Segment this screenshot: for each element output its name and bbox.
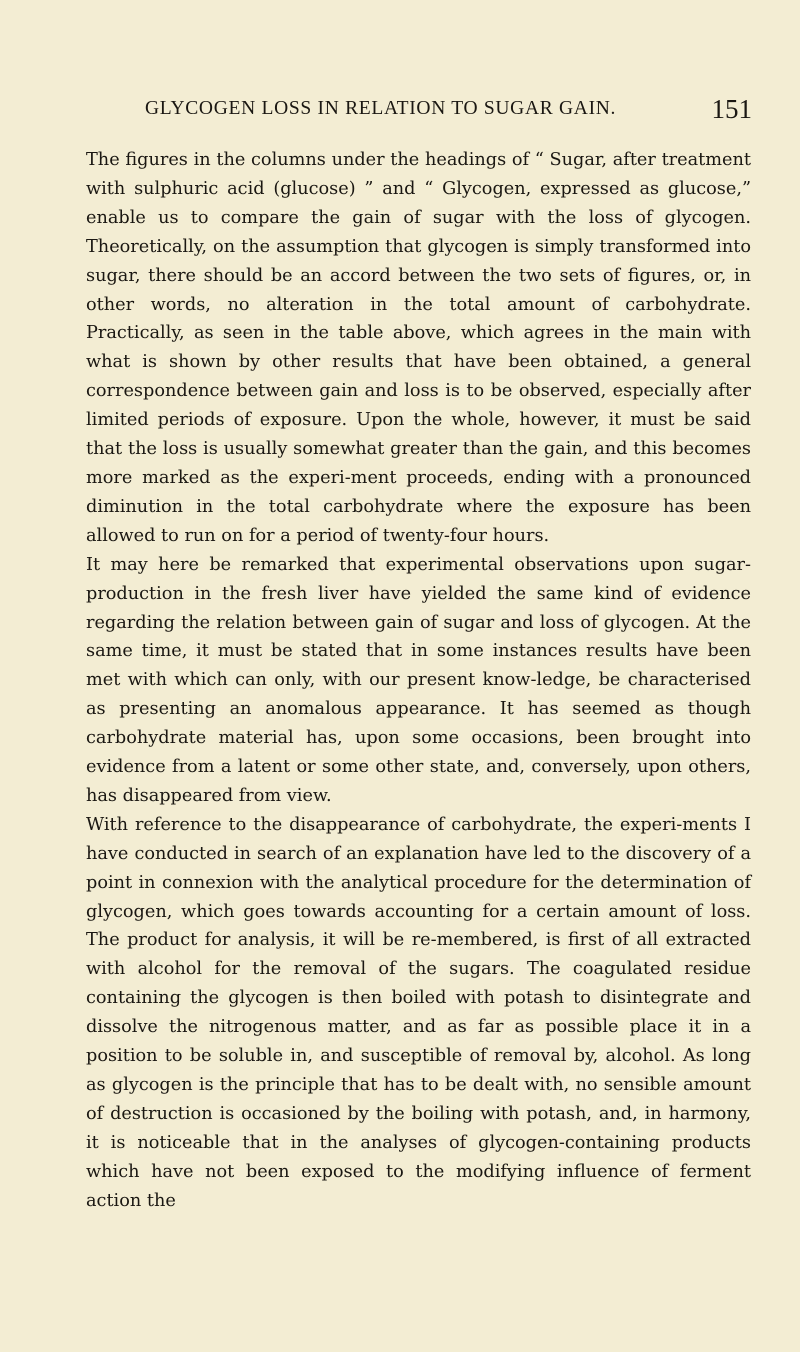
paragraph-sugar-glycogen-comparison: The figures in the columns under the headings of “ Sugar, after treatment with sulphuric acid (glucose) ” and “ Glycogen, expressed as glucose,” enable us to compare the gain of sugar with the loss of glycogen. Theoretically, on the assumption that glycogen is simply transformed into sugar, there should be an accord between the two sets of figures, or, in other words, no alteration in the total amount of carbohydrate. Practically, as seen in the table above, which agrees in the main with what is shown by other results that have been obtained, a general correspondence between gain and loss is to be observed, especially after limited periods of exposure. Upon the whole, however, it must be said that the loss is usually somewhat greater than the gain, and this becomes more marked as the experi-ment proceeds, ending with a pronounced diminution in the total carbohydrate where the exposure has been allowed to run on for a period of twenty-four hours. [86, 150, 751, 546]
page-number: 151 [711, 94, 752, 124]
running-head [80, 94, 752, 134]
paragraph-disappearance-carbohydrate: With reference to the disappearance of carbohydrate, the experi-ments I have conducted in search of an explanation have led to the discovery of a point in connexion with the analytical procedure for the determination of glycogen, which goes towards accounting for a certain amount of loss. The product for analysis, it will be re-membered, is first of all extracted with alcohol for the removal of the sugars. The coagulated residue containing the glycogen is then boiled with potash to disintegrate and dissolve the nitrogenous matter, and as far as possible place it in a position to be soluble in, and susceptible of removal by, alcohol. As long as glycogen is the principle that has to be dealt with, no sensible amount of destruction is occasioned by the boiling with potash, and, in harmony, it is noticeable that in the analyses of glycogen-containing products which have not been exposed to the modifying influence of ferment action the [86, 814, 751, 1211]
running-title: GLYCOGEN LOSS IN RELATION TO SUGAR GAIN. [145, 98, 617, 119]
body-text [86, 146, 751, 1216]
paragraph-fresh-liver-observations: It may here be remarked that experimental observations upon sugar-production in the fresh liver have yielded the same kind of evidence regarding the relation between gain of sugar and loss of glycogen. At the same time, it must be stated that in some instances results have been met with which can only, with our present know-ledge, be characterised as presenting an anomalous appearance. It has seemed as though carbohydrate material has, upon some occasions, been brought into evidence from a latent or some other state, and, conversely, upon others, has disappeared from view. [86, 554, 751, 806]
